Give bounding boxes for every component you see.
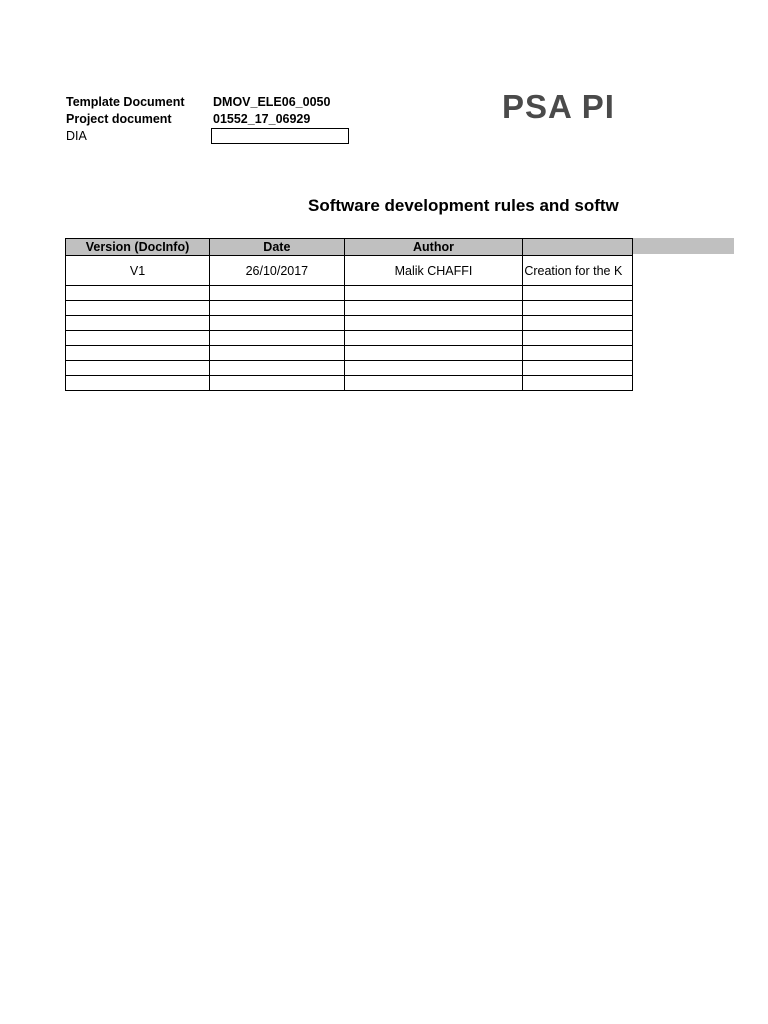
cell-date[interactable] [210, 331, 345, 346]
cell-date[interactable] [210, 361, 345, 376]
cell-date[interactable] [210, 301, 345, 316]
column-header-description [523, 239, 633, 256]
cell-date[interactable] [210, 286, 345, 301]
project-document-label: Project document [66, 112, 172, 126]
cell-author[interactable] [344, 316, 523, 331]
cell-description[interactable] [523, 316, 633, 331]
cell-date[interactable] [210, 316, 345, 331]
cell-version[interactable] [66, 286, 210, 301]
cell-author[interactable]: Malik CHAFFI [344, 256, 523, 286]
cell-author[interactable] [344, 346, 523, 361]
cell-author[interactable] [344, 376, 523, 391]
cell-author[interactable] [344, 286, 523, 301]
table-row [66, 256, 633, 286]
cell-description[interactable] [523, 361, 633, 376]
template-document-label: Template Document [66, 95, 185, 109]
table-row [66, 361, 633, 376]
column-header-date: Date [210, 239, 345, 256]
project-document-value: 01552_17_06929 [213, 112, 311, 126]
cell-version[interactable] [66, 316, 210, 331]
cell-version[interactable] [66, 376, 210, 391]
cell-author[interactable] [344, 331, 523, 346]
cell-version[interactable] [66, 301, 210, 316]
cell-version[interactable] [66, 346, 210, 361]
cell-description[interactable] [523, 376, 633, 391]
header-band-extension [633, 238, 734, 254]
cell-date[interactable] [210, 346, 345, 361]
cell-date[interactable]: 26/10/2017 [210, 256, 345, 286]
dia-label: DIA [66, 129, 87, 143]
template-document-value: DMOV_ELE06_0050 [213, 95, 331, 109]
revision-history-table [65, 238, 633, 391]
cell-date[interactable] [210, 376, 345, 391]
cell-version[interactable] [66, 361, 210, 376]
cell-author[interactable] [344, 301, 523, 316]
document-title: Software development rules and softw [308, 196, 619, 215]
table-row [66, 376, 633, 391]
company-logo: PSA PI [502, 88, 615, 125]
cell-description[interactable] [523, 286, 633, 301]
table-row [66, 346, 633, 361]
cell-version[interactable] [66, 331, 210, 346]
column-header-author: Author [344, 239, 523, 256]
table-row [66, 331, 633, 346]
cell-description[interactable] [523, 346, 633, 361]
table-row [66, 286, 633, 301]
cell-version[interactable]: V1 [66, 256, 210, 286]
cell-author[interactable] [344, 361, 523, 376]
table-header-row [66, 239, 633, 256]
table-row [66, 301, 633, 316]
cell-description[interactable]: Creation for the K [523, 256, 633, 286]
column-header-version: Version (DocInfo) [66, 239, 210, 256]
cell-description[interactable] [523, 331, 633, 346]
cell-description[interactable] [523, 301, 633, 316]
table-row [66, 316, 633, 331]
